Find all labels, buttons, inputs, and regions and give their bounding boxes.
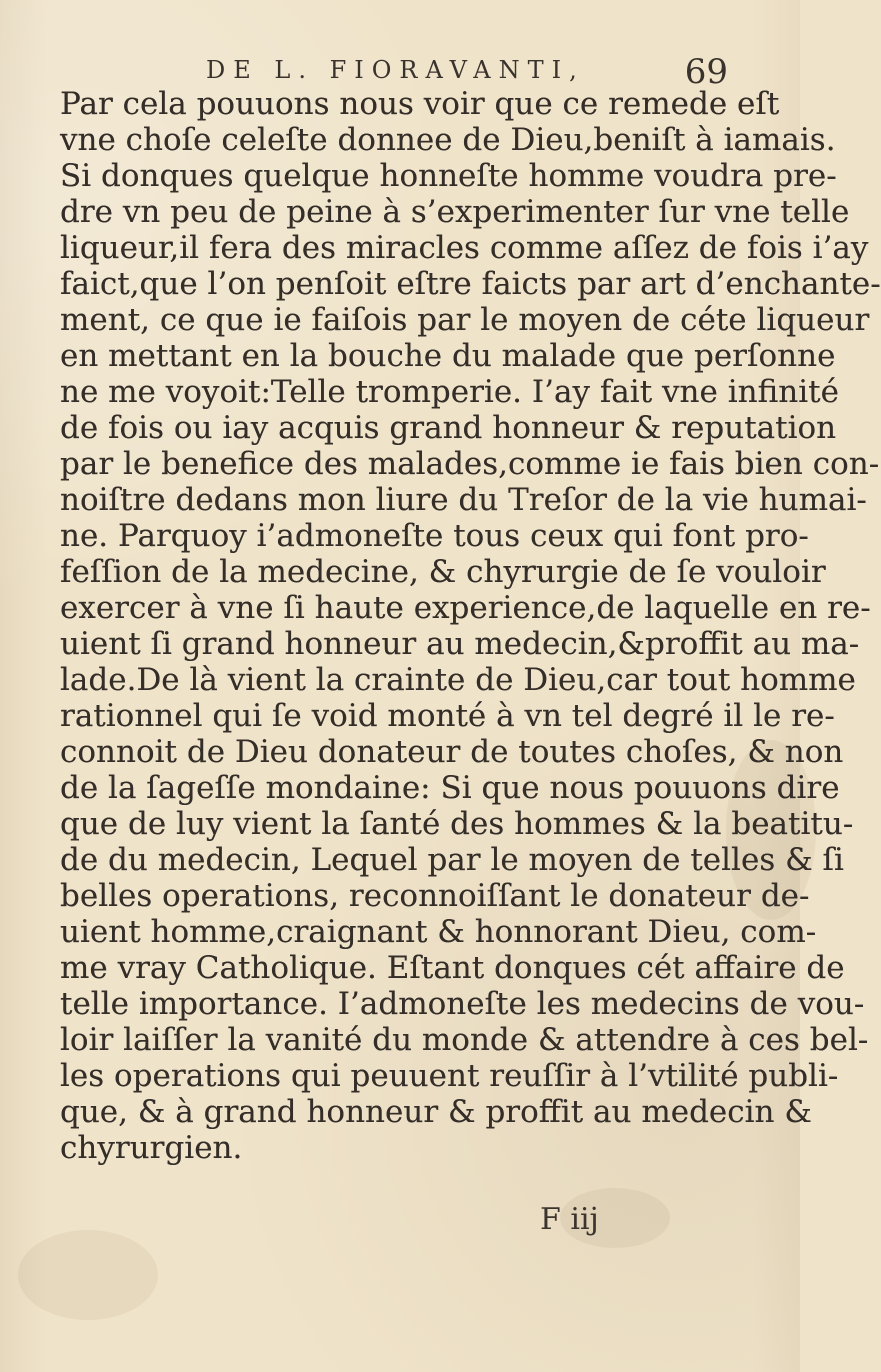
- page-number: 69: [684, 52, 728, 92]
- text-line: que de luy vient la ſanté des hommes & la beatitu-: [60, 806, 854, 842]
- text-line: uient ſi grand honneur au medecin,&proffit au ma-: [60, 626, 860, 662]
- text-line: vne choſe celeſte donnee de Dieu,beniſt à iamais.: [60, 122, 836, 158]
- text-line: belles operations, reconnoiſſant le donateur de-: [60, 878, 810, 914]
- text-line: en mettant en la bouche du malade que perſonne: [60, 338, 836, 374]
- text-line: connoit de Dieu donateur de toutes choſes, & non: [60, 734, 844, 770]
- text-line: me vray Catholique. Eſtant donques cét affaire de: [60, 950, 845, 986]
- text-line: loir laiſſer la vanité du monde & attendre à ces bel-: [60, 1022, 869, 1058]
- text-line: feſſion de la medecine, & chyrurgie de ſe vouloir: [60, 554, 826, 590]
- text-line: uient homme,craignant & honnorant Dieu, com-: [60, 914, 817, 950]
- text-line: de du medecin, Lequel par le moyen de telles & ſi: [60, 842, 844, 878]
- text-line: chyrurgien.: [60, 1130, 243, 1166]
- text-line: de la ſageſſe mondaine: Si que nous pouuons dire: [60, 770, 840, 806]
- text-line: noiſtre dedans mon liure du Treſor de la vie humai-: [60, 482, 867, 518]
- text-line: rationnel qui ſe void monté à vn tel degré il le re-: [60, 698, 835, 734]
- text-line: ne me voyoit:Telle tromperie. I’ay fait vne infinité: [60, 374, 839, 410]
- text-line: lade.De là vient la crainte de Dieu,car tout homme: [60, 662, 856, 698]
- text-line: dre vn peu de peine à s’experimenter ſur vne telle: [60, 194, 850, 230]
- text-line: exercer à vne ſi haute experience,de laquelle en re-: [60, 590, 871, 626]
- main-text: [60, 86, 881, 1178]
- text-line: de fois ou iay acquis grand honneur & reputation: [60, 410, 837, 446]
- paper-stain: [18, 1230, 158, 1320]
- text-line: par le benefice des malades,comme ie fais bien con-: [60, 446, 880, 482]
- header-title: DE L. FIORAVANTI,: [206, 56, 585, 84]
- text-line: ment, ce que ie faiſois par le moyen de céte liqueur: [60, 302, 870, 338]
- text-line: que, & à grand honneur & proffit au medecin &: [60, 1094, 812, 1130]
- text-line: faict,que l’on penſoit eſtre faicts par art d’enchante-: [60, 266, 881, 302]
- signature-mark: F iij: [540, 1202, 599, 1237]
- text-line: Par cela pouuons nous voir que ce remede eſt: [60, 86, 780, 122]
- text-line: telle importance. I’admoneſte les medecins de vou-: [60, 986, 865, 1022]
- text-line: ne. Parquoy i’admoneſte tous ceux qui font pro-: [60, 518, 809, 554]
- text-line: Si donques quelque honneſte homme voudra pre-: [60, 158, 837, 194]
- text-line: liqueur,il fera des miracles comme aſſez de fois i’ay: [60, 230, 869, 266]
- text-line: les operations qui peuuent reuſſir à l’vtilité publi-: [60, 1058, 839, 1094]
